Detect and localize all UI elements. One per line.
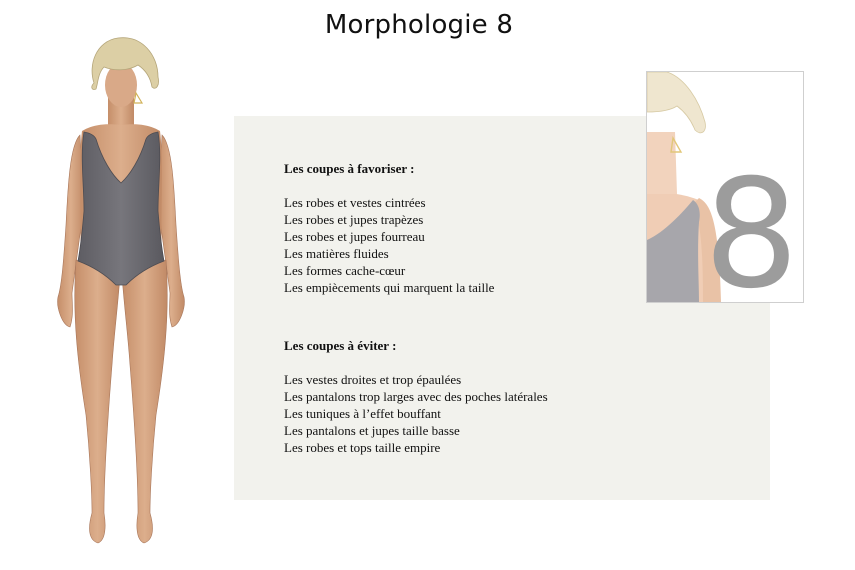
eviter-list bbox=[284, 371, 624, 456]
list-item: Les vestes droites et trop épaulées bbox=[284, 372, 462, 387]
eviter-heading: Les coupes à éviter : bbox=[284, 338, 397, 353]
favoriser-list bbox=[284, 194, 624, 296]
morphology-thumbnail bbox=[646, 71, 804, 303]
list-item: Les formes cache-cœur bbox=[284, 263, 406, 278]
morphology-number: 8 bbox=[703, 148, 799, 303]
list-item: Les empiècements qui marquent la taille bbox=[284, 280, 495, 295]
list-item: Les pantalons trop larges avec des poches latérales bbox=[284, 389, 548, 404]
favoriser-heading: Les coupes à favoriser : bbox=[284, 161, 415, 176]
section-favoriser bbox=[284, 160, 624, 296]
list-item: Les robes et jupes fourreau bbox=[284, 229, 425, 244]
recommendations bbox=[284, 160, 624, 456]
list-item: Les robes et vestes cintrées bbox=[284, 195, 426, 210]
body-silhouette-illustration bbox=[48, 35, 198, 550]
list-item: Les robes et tops taille empire bbox=[284, 440, 441, 455]
section-eviter bbox=[284, 337, 624, 456]
list-item: Les pantalons et jupes taille basse bbox=[284, 423, 460, 438]
list-item: Les tuniques à l’effet bouffant bbox=[284, 406, 441, 421]
page-title: Morphologie 8 bbox=[324, 10, 514, 40]
list-item: Les robes et jupes trapèzes bbox=[284, 212, 424, 227]
list-item: Les matières fluides bbox=[284, 246, 389, 261]
